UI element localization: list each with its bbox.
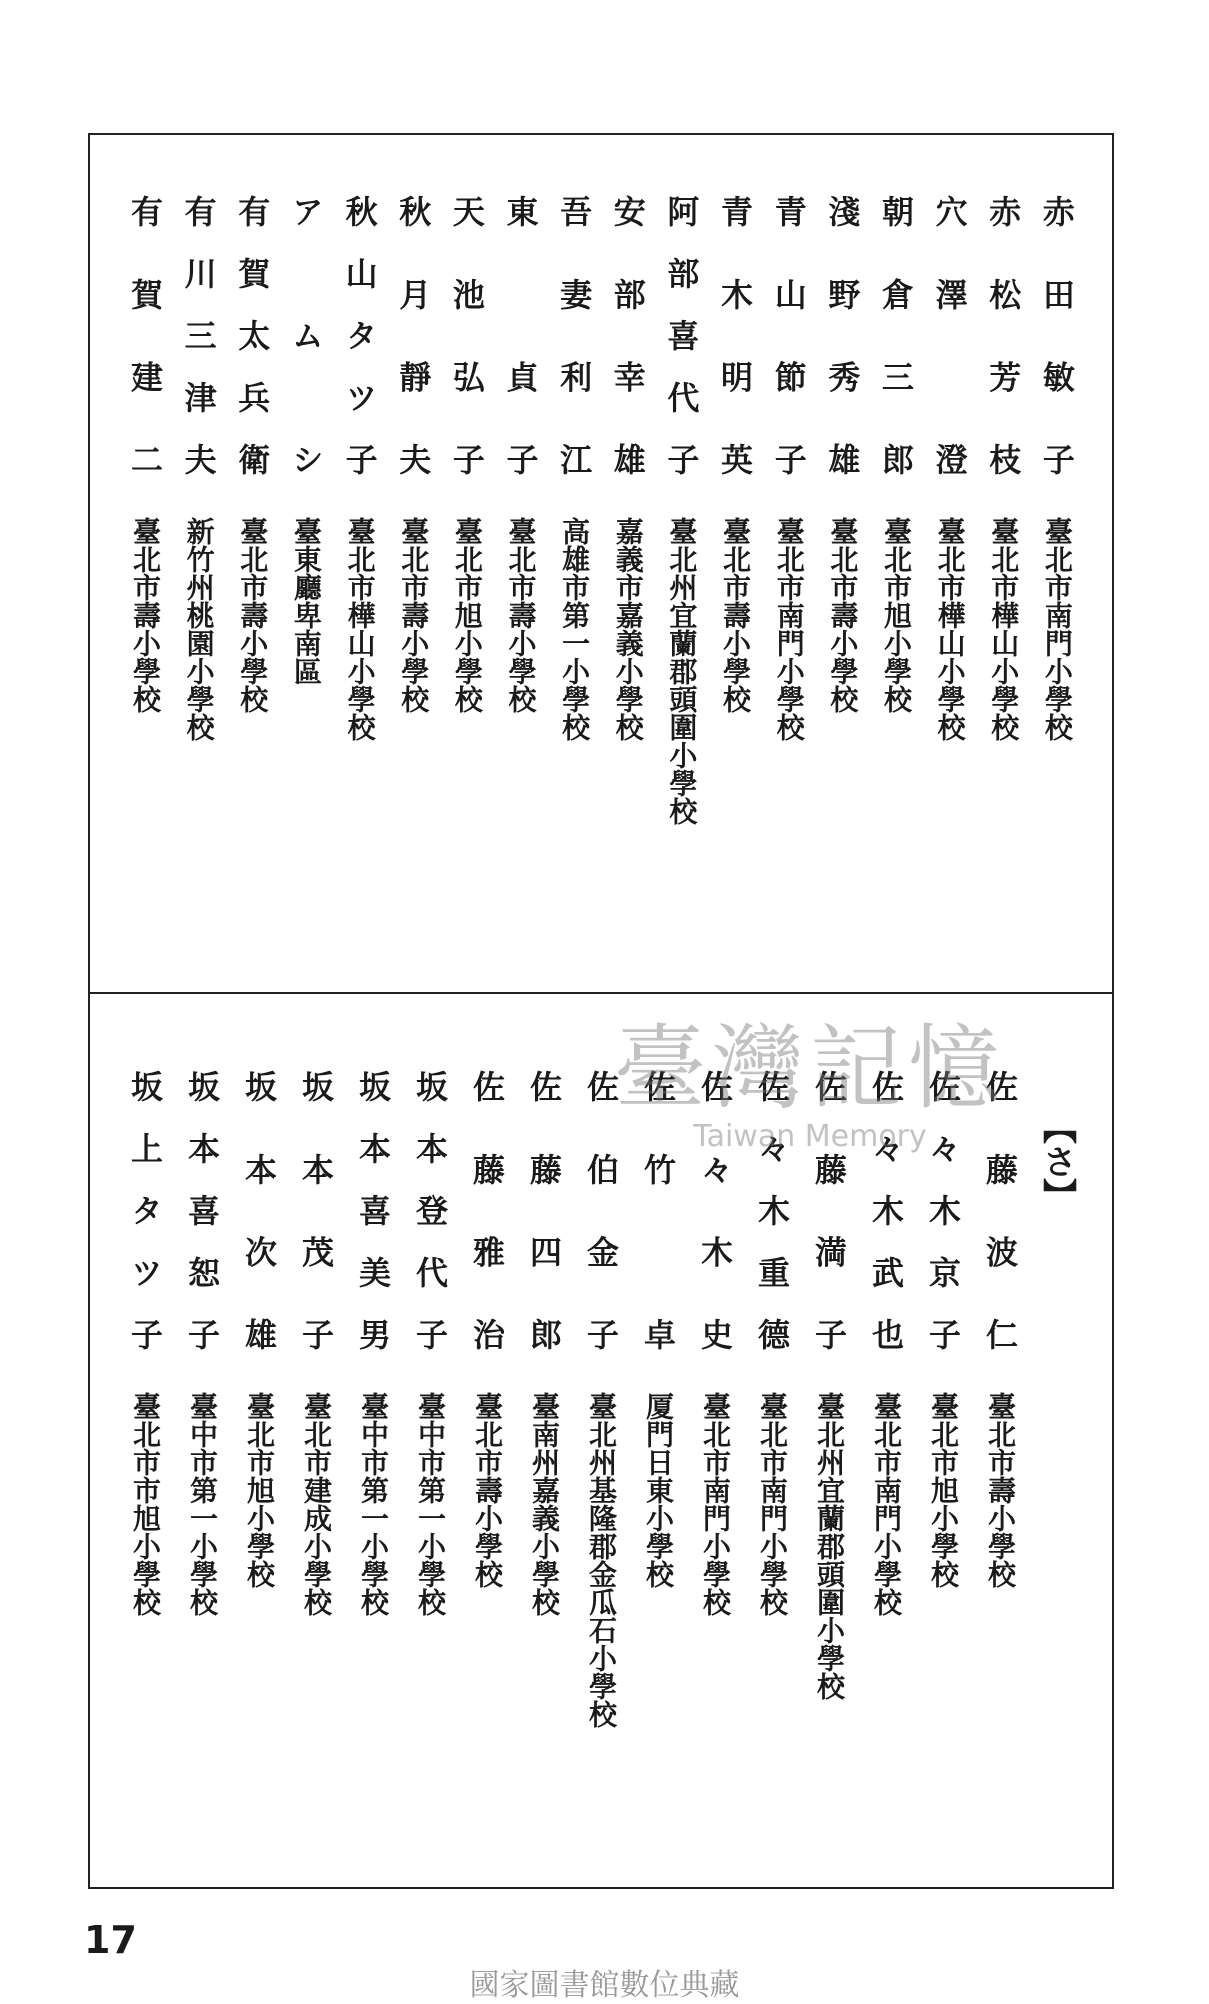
entry-school: 臺北市南門小學校 [870,1392,903,1616]
page-frame [88,133,1114,1889]
entry-school: 嘉義市嘉義小學校 [611,517,645,741]
entry-name: 佐々木重德 [753,1070,791,1350]
entry-column [120,195,170,965]
entry-school: 臺中市第一小學校 [414,1392,447,1616]
entry-name: 赤松芳枝 [984,195,1023,475]
entry-school: 臺北市樺山小學校 [987,517,1021,741]
entry-name: 秋山タツ子 [340,195,379,475]
entry-name: 淺野秀雄 [823,195,862,475]
entry-name: 佐藤満子 [810,1070,848,1350]
entry-name: 佐々木史 [696,1070,734,1350]
entry-school: 臺北市南門小學校 [699,1392,732,1616]
entry-school: 臺南州嘉義小學校 [528,1392,561,1616]
entry-name: 穴澤 澄 [930,195,969,475]
entry-school: 臺北市旭小學校 [450,517,484,713]
entry-column [462,1070,512,1870]
entry-name: 青山節子 [769,195,808,475]
watermark-logo: 臺灣記憶 Taiwan Memory [613,1015,1006,1154]
entry-school: 臺北市壽小學校 [236,517,270,713]
entry-column [1032,195,1082,965]
entry-column [388,195,438,965]
entry-column [978,195,1028,965]
entry-column [549,195,599,965]
entry-name: 坂本登代子 [411,1070,449,1350]
bottom-entry-list [120,1070,1082,1870]
entry-school: 新竹州桃園小學校 [182,517,216,741]
entry-school: 臺北市壽小學校 [397,517,431,713]
footer-credit: 國家圖書館數位典藏 [469,1968,740,2003]
entry-school: 臺北市南門小學校 [756,1392,789,1616]
entry-name: 東 貞子 [501,195,540,475]
entry-column [975,1070,1025,1870]
entry-name: 坂本茂子 [297,1070,335,1350]
entry-column [177,1070,227,1870]
entry-name: 坂本次雄 [240,1070,278,1350]
entry-column [710,195,760,965]
entry-school: 臺北市壽小學校 [984,1392,1017,1588]
entry-column [747,1070,797,1870]
entry-name: 佐藤四郎 [525,1070,563,1350]
entry-column [291,1070,341,1870]
entry-school: 臺北州基隆郡金瓜石小學校 [585,1392,618,1728]
entry-column [925,195,975,965]
entry-name: 有賀建二 [126,195,164,475]
entry-column [442,195,492,965]
entry-school: 臺北市樺山小學校 [343,517,377,741]
entry-school: 臺北市壽小學校 [471,1392,504,1588]
entry-column [227,195,277,965]
entry-name: 佐藤雅治 [468,1070,506,1350]
entry-column [633,1070,683,1870]
entry-school: 臺北市南門小學校 [772,517,806,741]
entry-name: 青木明英 [716,195,755,475]
entry-school: 臺北州宜蘭郡頭圍小學校 [813,1392,846,1700]
entry-column [335,195,385,965]
entry-school: 臺北州宜蘭郡頭圍小學校 [665,517,699,825]
entry-name: 佐伯金子 [582,1070,620,1350]
entry-name: 佐藤波仁 [981,1070,1019,1350]
entry-school: 臺北市樺山小學校 [933,517,967,741]
entry-name: 坂本喜美男 [354,1070,392,1350]
entry-column [234,1070,284,1870]
entry-school: 臺北市壽小學校 [504,517,538,713]
entry-name: 佐竹 卓 [639,1070,677,1350]
entry-name: 吾妻利江 [555,195,594,475]
entry-name: 有川三津夫 [179,195,218,475]
entry-column [281,195,331,965]
section-divider [90,992,1112,994]
entry-column [861,1070,911,1870]
entry-school: 臺北市旭小學校 [927,1392,960,1588]
entry-school: 臺北市建成小學校 [300,1392,333,1616]
entry-name: 佐々木京子 [924,1070,962,1350]
entry-name: 安部幸雄 [608,195,647,475]
entry-name: 阿部喜代子 [662,195,701,475]
entry-column [348,1070,398,1870]
section-marker: 【さ】 [1036,1110,1077,1212]
entry-school: 臺北市旭小學校 [243,1392,276,1588]
entry-name: 坂上タツ子 [126,1070,164,1350]
entry-column [174,195,224,965]
entry-column [519,1070,569,1870]
entry-school: 臺北市市旭小學校 [129,1392,162,1616]
entry-column [656,195,706,965]
top-entry-list [120,195,1082,965]
entry-school: 厦門日東小學校 [642,1392,675,1588]
entry-school: 臺中市第一小學校 [357,1392,390,1616]
entry-name: 佐々木武也 [867,1070,905,1350]
entry-column [764,195,814,965]
entry-school: 臺北市壽小學校 [826,517,860,713]
entry-school: 臺北市南門小學校 [1040,517,1074,741]
entry-name: 朝倉三郎 [876,195,915,475]
entry-column [495,195,545,965]
entry-column [576,1070,626,1870]
entry-school: 臺北市壽小學校 [719,517,753,713]
entry-name: 赤田敏子 [1037,195,1076,475]
entry-school: 臺北市壽小學校 [129,517,162,713]
entry-name: 秋月靜夫 [394,195,433,475]
entry-name: 天池弘子 [447,195,486,475]
entry-school: 臺北市旭小學校 [879,517,913,713]
entry-column [405,1070,455,1870]
entry-column [804,1070,854,1870]
entry-name: 坂本喜恕子 [183,1070,221,1350]
entry-name: アムシ [286,195,325,475]
entry-school: 高雄市第一小學校 [558,517,592,741]
entry-column [817,195,867,965]
entry-name: 有賀太兵衛 [233,195,272,475]
entry-column [871,195,921,965]
page-number: 17 [84,1918,137,1962]
entry-column [918,1070,968,1870]
entry-column [690,1070,740,1870]
entry-school: 臺東廳卑南區 [289,517,323,685]
entry-column [120,1070,170,1870]
entry-school: 臺中市第一小學校 [186,1392,219,1616]
entry-column [603,195,653,965]
